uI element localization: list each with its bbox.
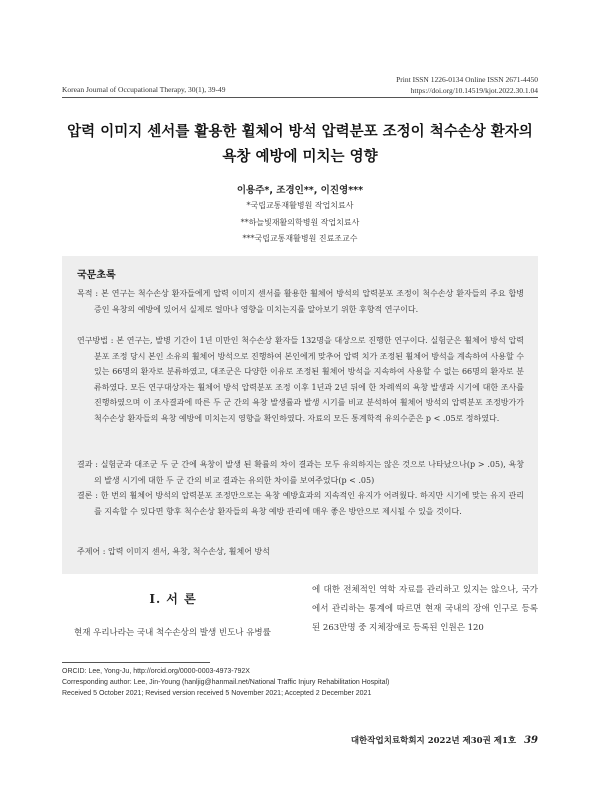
orcid-note: ORCID: Lee, Yong-Ju, http://orcid.org/0000-0003-4973-792X: [62, 668, 250, 675]
issn-text: Print ISSN 1226-0134 Online ISSN 2671-4450: [396, 75, 538, 84]
abstract-results: 결과 : 실험군과 대조군 두 군 간에 욕창이 발생 된 확률의 차이 결과는 모두 유의하지는 않은 것으로 나타났으나(p > .05), 욕창의 발생 시기에 대한 두 군 간의 비교 결과는 유의한 차이를 보여주었다(p < .05): [77, 460, 524, 485]
abstract-purpose: 목적 : 본 연구는 척수손상 환자들에게 압력 이미지 센서를 활용한 휠체어 방석의 압력분포 조정이 척수손상 환자들의 주요 합병증인 욕창의 예방에 있어서 실제로 얼마나 영향을 미치는지를 알아보기 위한 후향적 연구이다.: [77, 289, 524, 314]
page-footer: [351, 734, 538, 746]
affiliation-2: **하늘빛재활의학병원 작업치료사: [240, 218, 360, 227]
abstract-conclusion: 결론 : 한 번의 휠체어 방석의 압력분포 조정만으로는 욕창 예방효과의 지속적인 유지가 어려웠다. 하지만 시기에 맞는 유지 관리를 지속할 수 있다면 향후 척수손상 환자들의 욕창 예방 관리에 매우 좋은 방안으로 제시될 수 있을 것이다.: [77, 491, 524, 516]
journal-citation: Korean Journal of Occupational Therapy, 30(1), 39-49: [62, 85, 226, 94]
paper-title: [62, 120, 538, 170]
affiliation-3: ***국립교통재활병원 진료조교수: [242, 234, 358, 243]
abstract-methods: 연구방법 : 본 연구는, 발병 기간이 1년 미만인 척수손상 환자들 132명을 대상으로 진행한 연구이다. 실험군은 휠체어 방석 압력분포 조정 당시 본인 소유의 휠체어 방석으로 진행하여 본인에게 맞추어 압력 치가 조정된 휠체어 방석을 계속하여 사용할 수 있는 66명의 환자로 분류하였고, 대조군은 다양한 이유로 조정된 휠체어 방석을 지속하여 사용할 수 없는 66명의 환자로 분류하였다. 모든 연구대상자는 휠체어 방석 압력분포 조정 이후 1년과 2년 뒤에 한 차례씩의 욕창 발생과 시기에 대한 조사를 진행하였으며 이 조사결과에 따른 두 군 간의 욕창 발생률과 발생 시기를 비교 분석하여 휠체어 방석의 압력분포 조정방가가 척수손상 환자들의 욕창 예방에 미치는지 영향을 확인하였다. 자료의 모든 통계학적 유의수준은 p < .05로 정하였다.: [77, 336, 524, 423]
header-divider: [62, 97, 538, 98]
abstract-keywords: 주제어 : 압력 이미지 센서, 욕창, 척수손상, 휠체어 방석: [77, 547, 270, 556]
page-number: 39: [524, 735, 538, 746]
title-line-2: 욕창 예방에 미치는 영향: [222, 149, 378, 165]
received-dates-note: Received 5 October 2021; Revised version received 5 November 2021; Accepted 2 December 2021: [62, 690, 372, 697]
section-heading-introduction: Ⅰ. 서 론: [149, 592, 197, 606]
footnote-divider: [62, 662, 210, 663]
footer-journal-issue: 대한작업치료학회지 2022년 제30권 제1호: [350, 736, 517, 746]
abstract-heading: 국문초록: [77, 270, 116, 281]
title-line-1: 압력 이미지 센서를 활용한 휠체어 방석 압력분포 조정이 척수손상 환자의: [67, 124, 533, 140]
corresponding-author-note: Corresponding author: Lee, Jin-Young (hanljig@hanmail.net/National Traffic Injury Rehabilitation Hospital): [62, 679, 390, 686]
doi-link[interactable]: https://doi.org/10.14519/kjot.2022.30.1.04: [410, 86, 538, 95]
intro-left-column-text: 현재 우리나라는 국내 척수손상의 발생 빈도나 유병률: [74, 628, 271, 638]
journal-issn-doi: [396, 74, 538, 96]
author-list: 이용주*, 조경인**, 이진영***: [236, 185, 364, 196]
intro-right-column-text: 에 대한 전체적인 역학 자료를 관리하고 있지는 않으나, 국가에서 관리하는 통계에 따르면 현재 국내의 장애 인구로 등록된 263만명 중 지체장애로 등록된 인원은 120: [312, 585, 538, 633]
affiliation-1: *국립교통재활병원 작업치료사: [246, 201, 354, 210]
